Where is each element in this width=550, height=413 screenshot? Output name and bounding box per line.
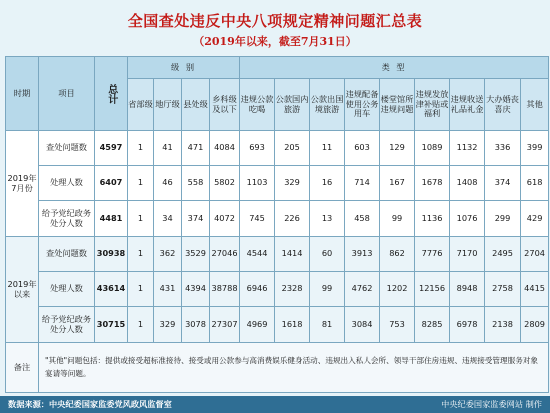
level-cell: 46: [154, 166, 182, 201]
level-header-1: 地厅级: [154, 79, 182, 131]
level-cell: 4084: [210, 131, 240, 166]
type-cell: 2328: [275, 272, 310, 307]
period-cell: 2019年7月份: [6, 131, 39, 237]
type-cell: 13: [310, 201, 345, 237]
total-cell: 30715: [95, 307, 128, 343]
type-cell: 1136: [415, 201, 450, 237]
level-cell: 27307: [210, 307, 240, 343]
type-cell: 3913: [345, 237, 380, 272]
total-cell: 4481: [95, 201, 128, 237]
type-header-2: 公款出国境旅游: [310, 79, 345, 131]
type-cell: 1089: [415, 131, 450, 166]
type-cell: 16: [310, 166, 345, 201]
type-cell: 1408: [450, 166, 485, 201]
table-row: [6, 237, 549, 272]
type-header-0: 违规公款吃喝: [240, 79, 275, 131]
type-cell: 618: [521, 166, 549, 201]
type-cell: 1076: [450, 201, 485, 237]
level-cell: 1: [128, 201, 154, 237]
type-cell: 4969: [240, 307, 275, 343]
type-cell: 299: [485, 201, 521, 237]
page-subtitle: （2019年以来，截至7月31日）: [193, 35, 357, 48]
type-cell: 714: [345, 166, 380, 201]
type-cell: 4415: [521, 272, 549, 307]
type-header-7: 大办婚丧喜庆: [485, 79, 521, 131]
table-row: [6, 166, 549, 201]
type-cell: 7170: [450, 237, 485, 272]
type-cell: 336: [485, 131, 521, 166]
level-cell: 1: [128, 237, 154, 272]
type-cell: 81: [310, 307, 345, 343]
level-cell: 431: [154, 272, 182, 307]
level-cell: 5802: [210, 166, 240, 201]
level-header-2: 县处级: [182, 79, 210, 131]
header-item: 项目: [39, 57, 95, 131]
type-cell: 226: [275, 201, 310, 237]
header-type: 类 型: [240, 57, 549, 79]
type-cell: 99: [380, 201, 415, 237]
type-cell: 129: [380, 131, 415, 166]
level-cell: 374: [182, 201, 210, 237]
type-cell: 745: [240, 201, 275, 237]
level-cell: 4394: [182, 272, 210, 307]
type-header-5: 违规发放津补贴或福利: [415, 79, 450, 131]
summary-table: [5, 56, 549, 393]
type-cell: 7776: [415, 237, 450, 272]
type-cell: 1618: [275, 307, 310, 343]
level-cell: 3529: [182, 237, 210, 272]
type-cell: 1202: [380, 272, 415, 307]
type-cell: 60: [310, 237, 345, 272]
type-cell: 8285: [415, 307, 450, 343]
type-cell: 1414: [275, 237, 310, 272]
type-cell: 3084: [345, 307, 380, 343]
total-cell: 6407: [95, 166, 128, 201]
footer-credit: 中央纪委国家监委网站 制作: [441, 399, 542, 409]
level-cell: 27046: [210, 237, 240, 272]
note-row: [6, 343, 549, 393]
item-label: 处理人数: [39, 272, 95, 307]
level-cell: 3078: [182, 307, 210, 343]
total-cell: 4597: [95, 131, 128, 166]
type-header-1: 公款国内旅游: [275, 79, 310, 131]
total-cell: 43614: [95, 272, 128, 307]
level-cell: 41: [154, 131, 182, 166]
level-header-3: 乡科级及以下: [210, 79, 240, 131]
type-cell: 4544: [240, 237, 275, 272]
type-cell: 329: [275, 166, 310, 201]
item-label: 查处问题数: [39, 237, 95, 272]
level-header-0: 省部级: [128, 79, 154, 131]
table-row: [6, 272, 549, 307]
item-label: 给予党纪政务处分人数: [39, 201, 95, 237]
type-cell: 12156: [415, 272, 450, 307]
type-cell: 2138: [485, 307, 521, 343]
header-total: 总计: [95, 57, 128, 131]
type-cell: 753: [380, 307, 415, 343]
type-cell: 99: [310, 272, 345, 307]
level-cell: 38788: [210, 272, 240, 307]
table-row: [6, 307, 549, 343]
header-level: 级 别: [128, 57, 240, 79]
type-cell: 429: [521, 201, 549, 237]
type-cell: 6978: [450, 307, 485, 343]
type-cell: 1678: [415, 166, 450, 201]
type-cell: 11: [310, 131, 345, 166]
type-cell: 1132: [450, 131, 485, 166]
page-title: 全国查处违反中央八项规定精神问题汇总表: [127, 12, 423, 30]
type-cell: 1103: [240, 166, 275, 201]
footer-source: 数据来源：中央纪委国家监委党风政风监督室: [8, 399, 172, 409]
type-cell: 4762: [345, 272, 380, 307]
type-header-4: 楼堂馆所违规问题: [380, 79, 415, 131]
type-header-3: 违规配备使用公务用车: [345, 79, 380, 131]
type-cell: 2758: [485, 272, 521, 307]
item-label: 查处问题数: [39, 131, 95, 166]
level-cell: 471: [182, 131, 210, 166]
type-cell: 374: [485, 166, 521, 201]
level-cell: 34: [154, 201, 182, 237]
level-cell: 362: [154, 237, 182, 272]
level-cell: 4072: [210, 201, 240, 237]
level-cell: 1: [128, 166, 154, 201]
level-cell: 558: [182, 166, 210, 201]
type-cell: 167: [380, 166, 415, 201]
type-cell: 205: [275, 131, 310, 166]
total-cell: 30938: [95, 237, 128, 272]
footer-bar: [0, 396, 550, 413]
level-cell: 1: [128, 307, 154, 343]
type-cell: 603: [345, 131, 380, 166]
type-cell: 2704: [521, 237, 549, 272]
level-cell: 1: [128, 131, 154, 166]
header-period: 时期: [6, 57, 39, 131]
table-row: [6, 131, 549, 166]
level-cell: 1: [128, 272, 154, 307]
type-cell: 2809: [521, 307, 549, 343]
level-cell: 329: [154, 307, 182, 343]
table-row: [6, 201, 549, 237]
type-cell: 2495: [485, 237, 521, 272]
type-cell: 6946: [240, 272, 275, 307]
item-label: 处理人数: [39, 166, 95, 201]
period-cell: 2019年以来: [6, 237, 39, 343]
type-cell: 458: [345, 201, 380, 237]
type-cell: 399: [521, 131, 549, 166]
type-cell: 8948: [450, 272, 485, 307]
type-header-6: 违规收送礼品礼金: [450, 79, 485, 131]
note-text: "其他"问题包括：提供或接受超标准接待、接受或用公款参与高消费娱乐健身活动、违规出入私人会所、领导干部住房违规、违规接受管理服务对象宴请等问题。: [39, 343, 549, 393]
type-cell: 862: [380, 237, 415, 272]
type-header-8: 其他: [521, 79, 549, 131]
note-label: 备注: [6, 343, 39, 393]
item-label: 给予党纪政务处分人数: [39, 307, 95, 343]
type-cell: 693: [240, 131, 275, 166]
